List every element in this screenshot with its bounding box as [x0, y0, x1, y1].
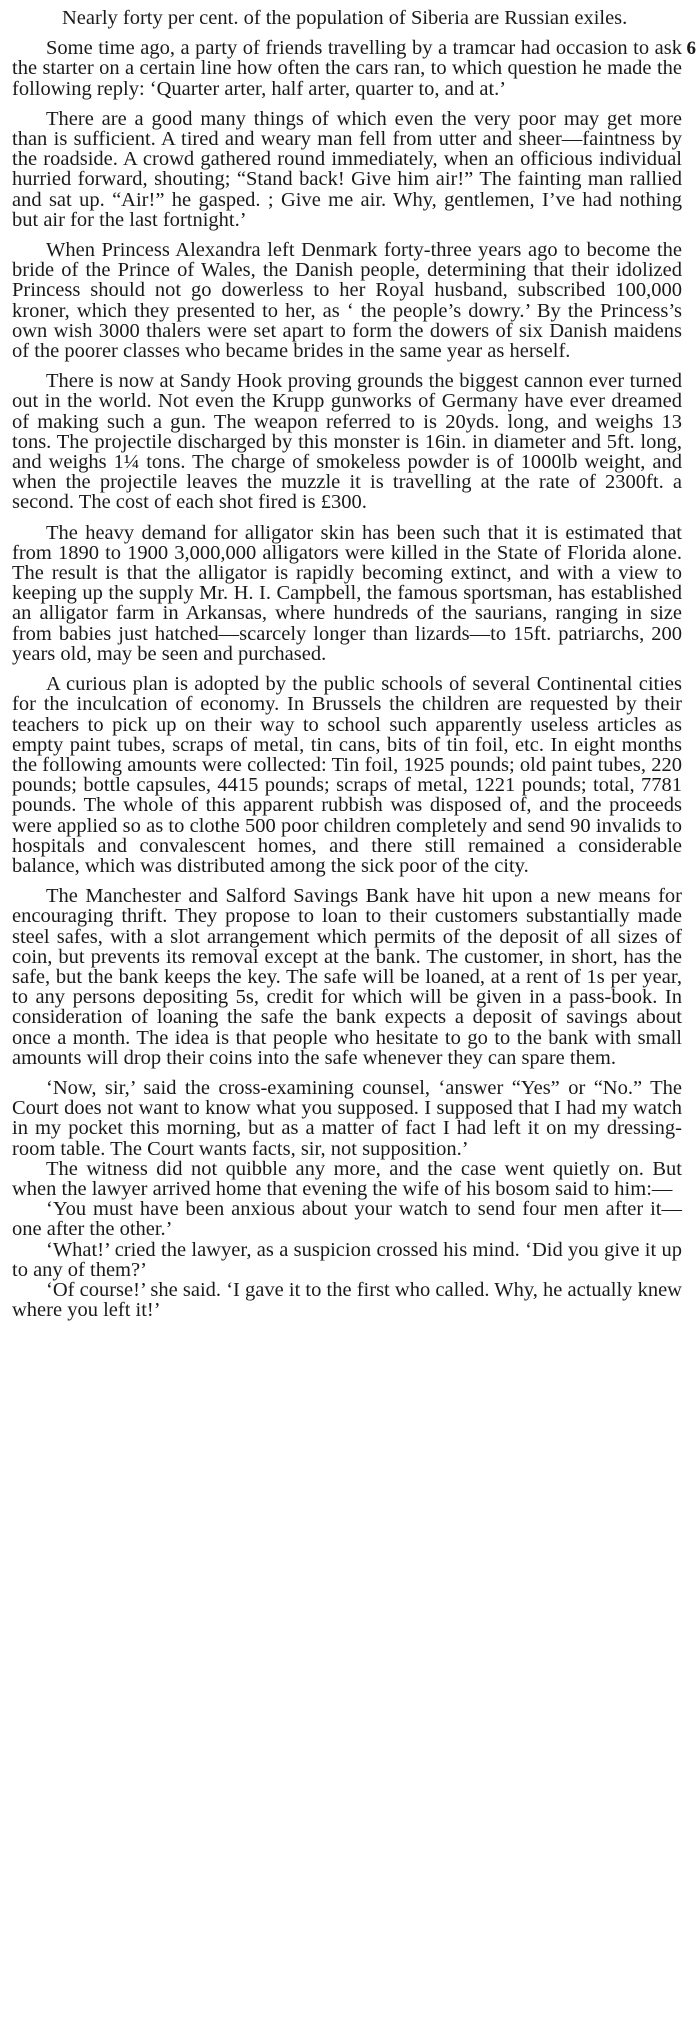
paragraph-savings-bank: The Manchester and Salford Savings Bank have hit upon a new means for encouraging thrift. They propose to loan to their customers substantially made steel safes, with a slot arrangement which permits of the deposit of all sizes of coin, but prevents its removal except at the bank. The customer, in short, has the safe, but the bank keeps the key. The safe will be loaned, at a rent of 1s per year, to any persons depositing 5s, credit for which will be given in a pass-book. In consideration of loaning the safe the bank expects a deposit of savings about once a month. The idea is that people who hesitate to go to the bank with small amounts will drop their coins into the safe whenever they can spare them.	[12, 885, 682, 1069]
paragraph-lawyer-cry: ‘What!’ cried the lawyer, as a suspicion crossed his mind. ‘Did you give it up to any of them?’	[12, 1238, 682, 1281]
paragraph-fainting-man: There are a good many things of which even the very poor may get more than is sufficient. A tired and weary man fell from utter and sheer—faintness by the roadside. A crowd gathered round immediately, when an officious individual hurried forward, shouting; “Stand back! Give him air!” The fainting man rallied and sat up. “Air!” he gasped. ; Give me air. Why, gentlemen, I’ve had nothing but air for the last fortnight.’	[12, 107, 682, 231]
paragraph-alligator-farm: The heavy demand for alligator skin has been such that it is estimated that from 1890 to 1900 3,000,000 alligators were killed in the State of Florida alone. The result is that the alligator is rapidly becoming extinct, and with a view to keeping up the supply Mr. H. I. Campbell, the famous sportsman, has established an alligator farm in Arkansas, where hundreds of the saurians, ranging in size from babies just hatched—scarcely longer than lizards—to 15ft. patriarchs, 200 years old, may be seen and purchased.	[12, 521, 682, 665]
paragraph-final-line: ‘Of course!’ she said. ‘I gave it to the first who called. Why, he actually knew where you left it!’	[12, 1278, 682, 1322]
page-number: 6	[686, 38, 696, 59]
paragraph-tramcar: Some time ago, a party of friends travelling by a tramcar had occasion to ask the starter on a certain line how often the cars ran, to which question he made the following reply: ‘Quarter arter, half arter, quarter to, and at.’	[12, 37, 682, 100]
paragraph-brussels-schools: A curious plan is adopted by the public schools of several Continental cities for the inculcation of economy. In Brussels the children are requested by their teachers to pick up on their way to school such apparently useless articles as empty paint tubes, scraps of metal, tin cans, bits of tin foil, etc. In eight months the following amounts were collected: Tin foil, 1925 pounds; old paint tubes, 220 pounds; bottle capsules, 4415 pounds; scraps of metal, 1221 pounds; total, 7781 pounds. The whole of this apparent rubbish was disposed of, and the proceeds were applied so as to clothe 500 poor children completely and send 90 invalids to hospitals and convalescent homes, and there still remained a considerable balance, which was distributed among the sick poor of the city.	[12, 673, 682, 877]
paragraph-sandy-hook-cannon: There is now at Sandy Hook proving grounds the biggest cannon ever turned out in the world. Not even the Krupp gunworks of Germany have ever dreamed of making such a gun. The weapon referred to is 20yds. long, and weighs 13 tons. The projectile discharged by this monster is 16in. in diameter and 5ft. long, and weighs 1¼ tons. The charge of smokeless powder is of 1000lb weight, and when the projectile leaves the muzzle it is travelling at the rate of 2300ft. a second. The cost of each shot fired is £300.	[12, 370, 682, 514]
paragraph-siberia: Nearly forty per cent. of the population of Siberia are Russian exiles.	[62, 7, 628, 29]
paragraph-counsel: ‘Now, sir,’ said the cross-examining counsel, ‘answer “Yes” or “No.” The Court does not want to know what you supposed. I supposed that I had my watch in my pocket this morning, but as a matter of fact I had left it on my dressing-room table. The Court wants facts, sir, not supposition.’	[12, 1076, 682, 1160]
paragraph-princess-alexandra: When Princess Alexandra left Denmark forty-three years ago to become the bride of the Prince of Wales, the Danish people, determining that their idolized Princess should not go dowerless to her Royal husband, subscribed 100,000 kroner, which they presented to her, as ‘ the people’s dowry.’ By the Princess’s own wish 3000 thalers were set apart to form the dowers of six Danish maidens of the poorer classes who became brides in the same year as herself.	[12, 239, 682, 363]
article-column	[12, 8, 682, 1320]
paragraph-wife-reply: ‘You must have been anxious about your watch to send four men after it—one after the other.’	[12, 1198, 682, 1241]
paragraph-witness: The witness did not quibble any more, and the case went quietly on. But when the lawyer arrived home that evening the wife of his bosom said to him:—	[12, 1157, 682, 1200]
